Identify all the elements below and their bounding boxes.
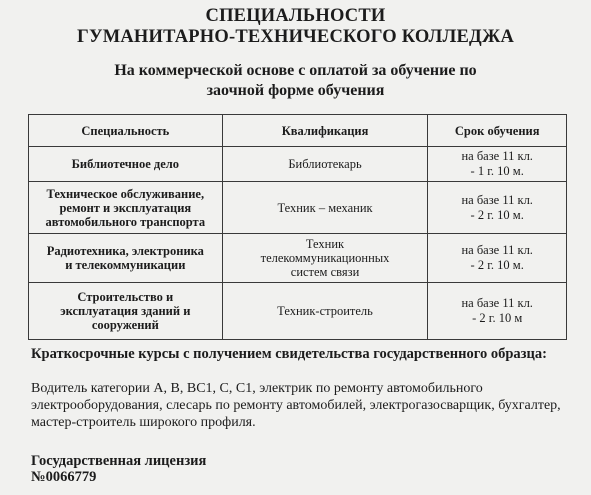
qualification-cell bbox=[222, 182, 428, 234]
specialty-line: ремонт и эксплуатация bbox=[59, 200, 192, 215]
page-title-line1: СПЕЦИАЛЬНОСТИ bbox=[205, 6, 386, 26]
duration-cell bbox=[428, 147, 567, 182]
page-title-line2: ГУМАНИТАРНО-ТЕХНИЧЕСКОГО КОЛЛЕДЖА bbox=[76, 27, 515, 47]
specialty-cell bbox=[29, 283, 223, 340]
specialty-line: и телекоммуникации bbox=[65, 258, 186, 272]
specialty-line: автомобильного транспорта bbox=[45, 214, 206, 229]
specialty-cell bbox=[29, 182, 223, 234]
duration-line: на базе 11 кл. bbox=[461, 149, 533, 163]
column-header-duration: Срок обучения bbox=[428, 115, 567, 147]
specialty-line: эксплуатация зданий и bbox=[60, 304, 191, 318]
specialty-line: Строительство и bbox=[77, 290, 174, 304]
specialty-cell bbox=[29, 147, 223, 182]
column-header-qualification: Квалификация bbox=[222, 115, 428, 147]
license-label: Государственная лицензия bbox=[31, 453, 207, 469]
qualification-line: Техник bbox=[305, 237, 345, 251]
qualification-cell bbox=[222, 147, 428, 182]
column-header-specialty: Специальность bbox=[29, 115, 223, 147]
qualification-line: Техник – механик bbox=[277, 200, 373, 215]
courses-description: Водитель категории А, В, ВС1, С, С1, электрик по ремонту автомобильного электрооборудования, слесарь по ремонту автомобилей, электрогазосварщик, бухгалтер, мастер-строитель широкого профиля. bbox=[31, 381, 561, 430]
duration-line: - 2 г. 10 м. bbox=[470, 258, 524, 272]
license-number: №0066779 bbox=[31, 469, 97, 485]
qualification-line: телекоммуникационных bbox=[260, 251, 390, 265]
duration-cell bbox=[428, 234, 567, 283]
qualification-cell bbox=[222, 234, 428, 283]
qualification-cell bbox=[222, 283, 428, 340]
specialty-cell bbox=[29, 234, 223, 283]
specialty-line: Библиотечное дело bbox=[71, 157, 180, 171]
duration-cell bbox=[428, 182, 567, 234]
table-row bbox=[29, 234, 567, 283]
specialties-table bbox=[28, 114, 567, 340]
duration-line: на базе 11 кл. bbox=[461, 192, 533, 207]
qualification-line: систем связи bbox=[290, 265, 360, 279]
duration-line: на базе 11 кл. bbox=[461, 296, 533, 310]
table-row bbox=[29, 283, 567, 340]
duration-line: на базе 11 кл. bbox=[461, 243, 533, 257]
license-block bbox=[31, 453, 331, 485]
page-subtitle-line2: заочной форме обучения bbox=[206, 82, 385, 99]
duration-line: - 2 г. 10 м. bbox=[470, 207, 524, 222]
page-subtitle-line1: На коммерческой основе с оплатой за обучение по bbox=[114, 62, 477, 79]
table-row bbox=[29, 182, 567, 234]
table-row bbox=[29, 147, 567, 182]
qualification-line: Техник-строитель bbox=[277, 304, 373, 318]
specialty-line: Радиотехника, электроника bbox=[46, 244, 204, 258]
courses-heading: Краткосрочные курсы с получением свидетельства государственного образца: bbox=[31, 346, 547, 362]
duration-line: - 1 г. 10 м. bbox=[470, 164, 524, 178]
duration-cell bbox=[428, 283, 567, 340]
specialty-line: Техническое обслуживание, bbox=[46, 186, 205, 201]
table-header-row bbox=[29, 115, 567, 147]
qualification-line: Библиотекарь bbox=[288, 157, 362, 171]
duration-line: - 2 г. 10 м bbox=[472, 311, 523, 325]
specialty-line: сооружений bbox=[91, 318, 159, 332]
